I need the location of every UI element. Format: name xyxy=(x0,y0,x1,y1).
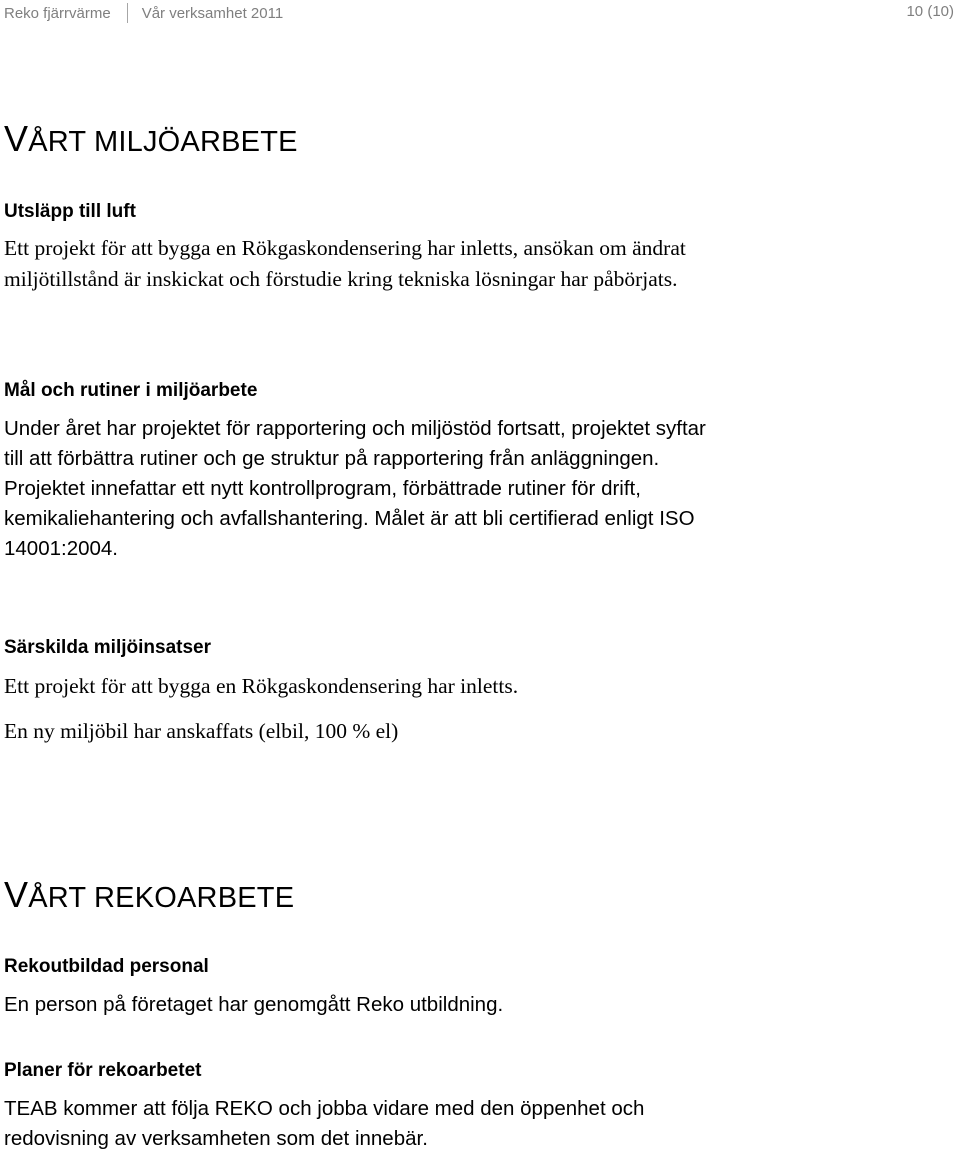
paragraph-line: TEAB kommer att följa REKO och jobba vidare med den öppenhet och xyxy=(4,1097,645,1120)
heading-environment xyxy=(4,118,298,160)
paragraph-line: Under året har projektet för rapportering och miljöstöd fortsatt, projektet syftar xyxy=(4,417,706,440)
paragraph-line: 14001:2004. xyxy=(4,537,119,560)
header-divider xyxy=(127,3,128,23)
paragraph-efforts-1: Ett projekt för att bygga en Rökgaskondensering har inletts. xyxy=(4,674,519,698)
subheading-efforts: Särskilda miljöinsatser xyxy=(4,637,211,658)
paragraph-line: redovisning av verksamheten som det innebär. xyxy=(4,1127,428,1150)
header-left xyxy=(4,3,283,23)
paragraph-line: Projektet innefattar ett nytt kontrollprogram, förbättrade rutiner för drift, xyxy=(4,477,641,500)
heading-reko-initial: V xyxy=(4,874,29,915)
paragraph-plans xyxy=(4,1094,644,1154)
paragraph-goals xyxy=(4,414,706,564)
heading-environment-rest: ÅRT MILJÖARBETE xyxy=(28,126,298,158)
heading-reko-rest: ÅRT REKOARBETE xyxy=(28,882,295,914)
paragraph-efforts-2: En ny miljöbil har anskaffats (elbil, 100 % el) xyxy=(4,719,399,743)
paragraph-emissions xyxy=(4,233,686,295)
subheading-goals: Mål och rutiner i miljöarbete xyxy=(4,380,258,401)
heading-reko xyxy=(4,874,294,916)
paragraph-line: Ett projekt för att bygga en Rökgaskondensering har inletts, ansökan om ändrat xyxy=(4,236,686,260)
paragraph-line: kemikaliehantering och avfallshantering. Målet är att bli certifierad enligt ISO xyxy=(4,507,695,530)
page-header xyxy=(0,0,960,27)
page-number: 10 (10) xyxy=(906,3,954,20)
subheading-plans: Planer för rekoarbetet xyxy=(4,1060,202,1081)
subheading-emissions: Utsläpp till luft xyxy=(4,201,136,222)
header-company: Reko fjärrvärme xyxy=(4,4,111,22)
header-section: Vår verksamhet 2011 xyxy=(141,4,284,22)
paragraph-line: till att förbättra rutiner och ge struktur på rapportering från anläggningen. xyxy=(4,447,660,470)
subheading-trained: Rekoutbildad personal xyxy=(4,956,209,977)
paragraph-line: miljötillstånd är inskickat och förstudie kring tekniska lösningar har påbörjats. xyxy=(4,267,678,291)
heading-environment-initial: V xyxy=(4,118,29,159)
paragraph-trained: En person på företaget har genomgått Reko utbildning. xyxy=(4,993,504,1016)
